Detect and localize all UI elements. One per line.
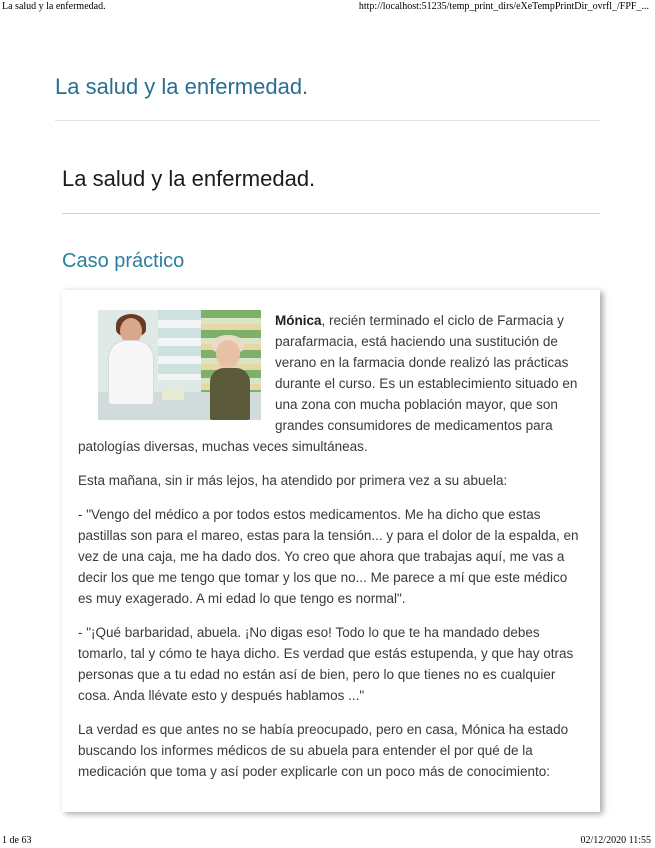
document-title: La salud y la enfermedad.	[55, 74, 309, 99]
case-paragraph-4: - "¡Qué barbaridad, abuela. ¡No digas eso! Todo lo que te ha mandado debes tomarlo, tal y cómo te haya dicho. Es verdad que estás estupenda, y que hay otras personas que a tu edad no están así de bien, pero lo que tienes no es cualquier cosa. Anda llévate esto y después hablamos ..."	[78, 625, 574, 703]
character-name: Mónica	[275, 313, 322, 328]
intro-text: , recién terminado el ciclo de Farmacia y parafarmacia, está haciendo una sustitución de verano en la farmacia donde realizó las prácticas durante el curso. Es un establecimiento situado en una zona con mucha población mayor, que son grandes consumidores de medicamentos para patologías diversas, muchas veces simultáneas.	[78, 313, 578, 454]
section-title: La salud y la enfermedad.	[62, 166, 316, 191]
pharmacy-photo	[98, 310, 261, 420]
print-header-title: La salud y la enfermedad.	[2, 1, 106, 12]
case-paragraph-3: - "Vengo del médico a por todos estos medicamentos. Me ha dicho que estas pastillas son para el mareo, estas para la tensión... y para el dolor de la espalda, en vez de una caja, me ha dado dos. Yo creo que ahora que trabajas aquí, me vas a decir los que me tengo que tomar y los que no... Me parece a mí que este médico es muy exagerado. A mi edad lo que tengo es normal".	[78, 507, 579, 606]
case-paragraph-5: La verdad es que antes no se había preocupado, pero en casa, Mónica ha estado buscando los informes médicos de su abuela para entender el por qué de la medicación que toma y así poder explicarle con un poco más de conocimiento:	[78, 722, 569, 779]
section-divider	[62, 213, 600, 214]
case-study-heading: Caso práctico	[62, 250, 185, 272]
case-study-box	[62, 290, 600, 812]
case-study-content	[78, 310, 582, 795]
title-divider	[55, 120, 600, 121]
print-header	[0, 0, 655, 14]
print-datetime: 02/12/2020 11:55	[580, 835, 651, 846]
print-footer	[0, 834, 655, 848]
case-paragraph-2: Esta mañana, sin ir más lejos, ha atendido por primera vez a su abuela:	[78, 473, 508, 488]
page-number: 1 de 63	[2, 835, 32, 846]
print-header-url: http://localhost:51235/temp_print_dirs/eXeTempPrintDir_ovrfl_/FPF_...	[358, 1, 649, 12]
